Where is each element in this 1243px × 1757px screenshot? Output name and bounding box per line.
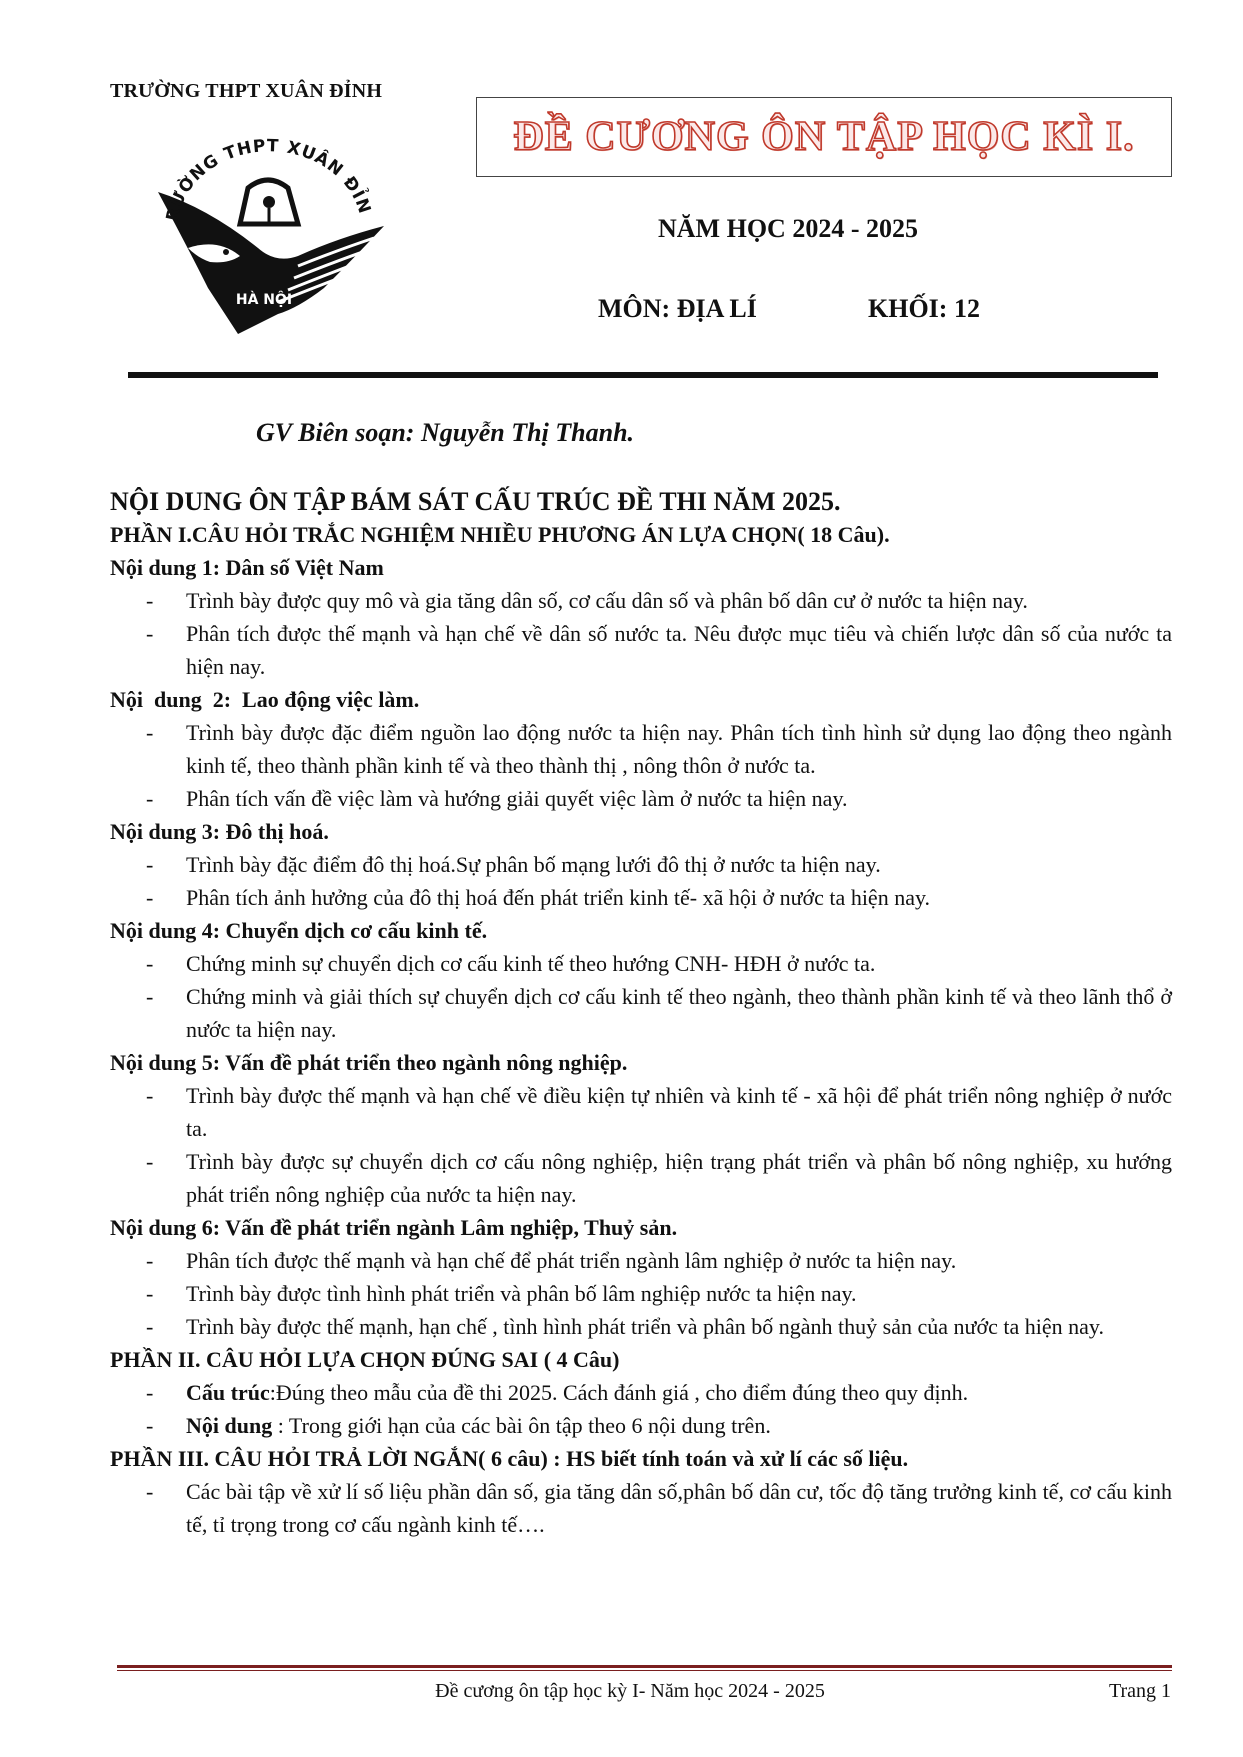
main-heading: NỘI DUNG ÔN TẬP BÁM SÁT CẤU TRÚC ĐỀ THI NĂM 2025. [110, 487, 841, 516]
part2-list [110, 1376, 1172, 1442]
section-heading: Nội dung 5: Vấn đề phát triển theo ngành nông nghiệp. [110, 1050, 628, 1075]
school-name: TRƯỜNG THPT XUÂN ĐỈNH [110, 80, 383, 102]
part1-section-2 [110, 683, 1172, 815]
header-divider [128, 372, 1158, 378]
list-item: - Trình bày được đặc điểm nguồn lao động nước ta hiện nay. Phân tích tình hình sử dụng lao động theo ngành kinh tế, theo thành phần kinh tế và theo thành thị , nông thôn ở nước ta. [146, 720, 1172, 778]
list-item: - Phân tích ảnh hưởng của đô thị hoá đến phát triển kinh tế- xã hội ở nước ta hiện nay. [146, 885, 931, 910]
section-heading: Nội dung 2: Lao động việc làm. [110, 687, 420, 712]
list-item: - Trình bày được sự chuyển dịch cơ cấu nông nghiệp, hiện trạng phát triển và phân bố nông nghiệp, xu hướng phát triển nông nghiệp của nước ta hiện nay. [146, 1149, 1172, 1207]
list-item: - Cấu trúc:Đúng theo mẫu của đề thi 2025. Cách đánh giá , cho điểm đúng theo quy định. [146, 1380, 969, 1405]
school-logo [148, 138, 388, 338]
section-heading: Nội dung 1: Dân số Việt Nam [110, 555, 384, 580]
part1-section-1 [110, 551, 1172, 683]
school-year: NĂM HỌC 2024 - 2025 [658, 214, 918, 243]
title-box [476, 97, 1172, 177]
part1-section-5 [110, 1046, 1172, 1211]
list-item: - Trình bày được thế mạnh và hạn chế về điều kiện tự nhiên và kinh tế - xã hội để phát triển nông nghiệp ở nước ta. [146, 1083, 1172, 1141]
part1-heading: PHẦN I.CÂU HỎI TRẮC NGHIỆM NHIỀU PHƯƠNG ÁN LỰA CHỌN( 18 Câu). [110, 522, 890, 547]
part1-section-4 [110, 914, 1172, 1046]
list-item: - Trình bày được tình hình phát triển và phân bố lâm nghiệp nước ta hiện nay. [146, 1281, 857, 1306]
part1-section-3 [110, 815, 1172, 914]
list-item: - Phân tích được thế mạnh và hạn chế về dân số nước ta. Nêu được mục tiêu và chiến lược dân số của nước ta hiện nay. [146, 621, 1172, 679]
list-item: - Nội dung : Trong giới hạn của các bài ôn tập theo 6 nội dung trên. [146, 1413, 771, 1438]
grade: KHỐI: 12 [868, 294, 980, 323]
list-item: - Trình bày được thế mạnh, hạn chế , tình hình phát triển và phân bố ngành thuỷ sản của nước ta hiện nay. [146, 1314, 1104, 1339]
section-heading: Nội dung 6: Vấn đề phát triển ngành Lâm nghiệp, Thuỷ sản. [110, 1215, 678, 1240]
content [110, 486, 1172, 1541]
subject: MÔN: ĐỊA LÍ [598, 294, 757, 323]
footer-title: Đề cương ôn tập học kỳ I- Năm học 2024 - 2025 [435, 1680, 825, 1702]
svg-text:TRƯỜNG THPT XUÂN ĐỈNH: RƯỜNG THPT XUÂN ĐỈN [162, 138, 375, 223]
list-item: - Trình bày được quy mô và gia tăng dân số, cơ cấu dân số và phân bố dân cư ở nước ta hiện nay. [146, 588, 1028, 613]
part3-list [110, 1475, 1172, 1541]
part1-section-6 [110, 1211, 1172, 1343]
part2-heading: PHẦN II. CÂU HỎI LỰA CHỌN ĐÚNG SAI ( 4 Câu) [110, 1347, 620, 1372]
page-number: Trang 1 [1108, 1680, 1171, 1702]
author: GV Biên soạn: Nguyễn Thị Thanh. [256, 418, 635, 447]
list-item: - Trình bày đặc điểm đô thị hoá.Sự phân bố mạng lưới đô thị ở nước ta hiện nay. [146, 852, 881, 877]
footer-divider-thin [117, 1670, 1172, 1671]
list-item: - Chứng minh và giải thích sự chuyển dịch cơ cấu kinh tế theo ngành, theo thành phần kinh tế và theo lãnh thổ ở nước ta hiện nay. [146, 984, 1172, 1042]
footer-divider [117, 1665, 1172, 1668]
list-item: - Chứng minh sự chuyển dịch cơ cấu kinh tế theo hướng CNH- HĐH ở nước ta. [146, 951, 876, 976]
logo-city-text: HÀ NỘI [235, 292, 293, 308]
section-heading: Nội dung 4: Chuyển dịch cơ cấu kinh tế. [110, 918, 488, 943]
list-item: - Phân tích được thế mạnh và hạn chế để phát triển ngành lâm nghiệp ở nước ta hiện nay. [146, 1248, 957, 1273]
document-title: ĐỀ CƯƠNG ÔN TẬP HỌC KÌ I. [513, 114, 1135, 160]
list-item: - Các bài tập về xử lí số liệu phần dân số, gia tăng dân số,phân bố dân cư, tốc độ tăng trưởng kinh tế, cơ cấu kinh tế, tỉ trọng trong cơ cấu ngành kinh tế…. [146, 1479, 1172, 1537]
list-item: - Phân tích vấn đề việc làm và hướng giải quyết việc làm ở nước ta hiện nay. [146, 786, 848, 811]
part3-heading: PHẦN III. CÂU HỎI TRẢ LỜI NGẮN( 6 câu) : HS biết tính toán và xử lí các số liệu. [110, 1446, 909, 1471]
section-heading: Nội dung 3: Đô thị hoá. [110, 819, 329, 844]
